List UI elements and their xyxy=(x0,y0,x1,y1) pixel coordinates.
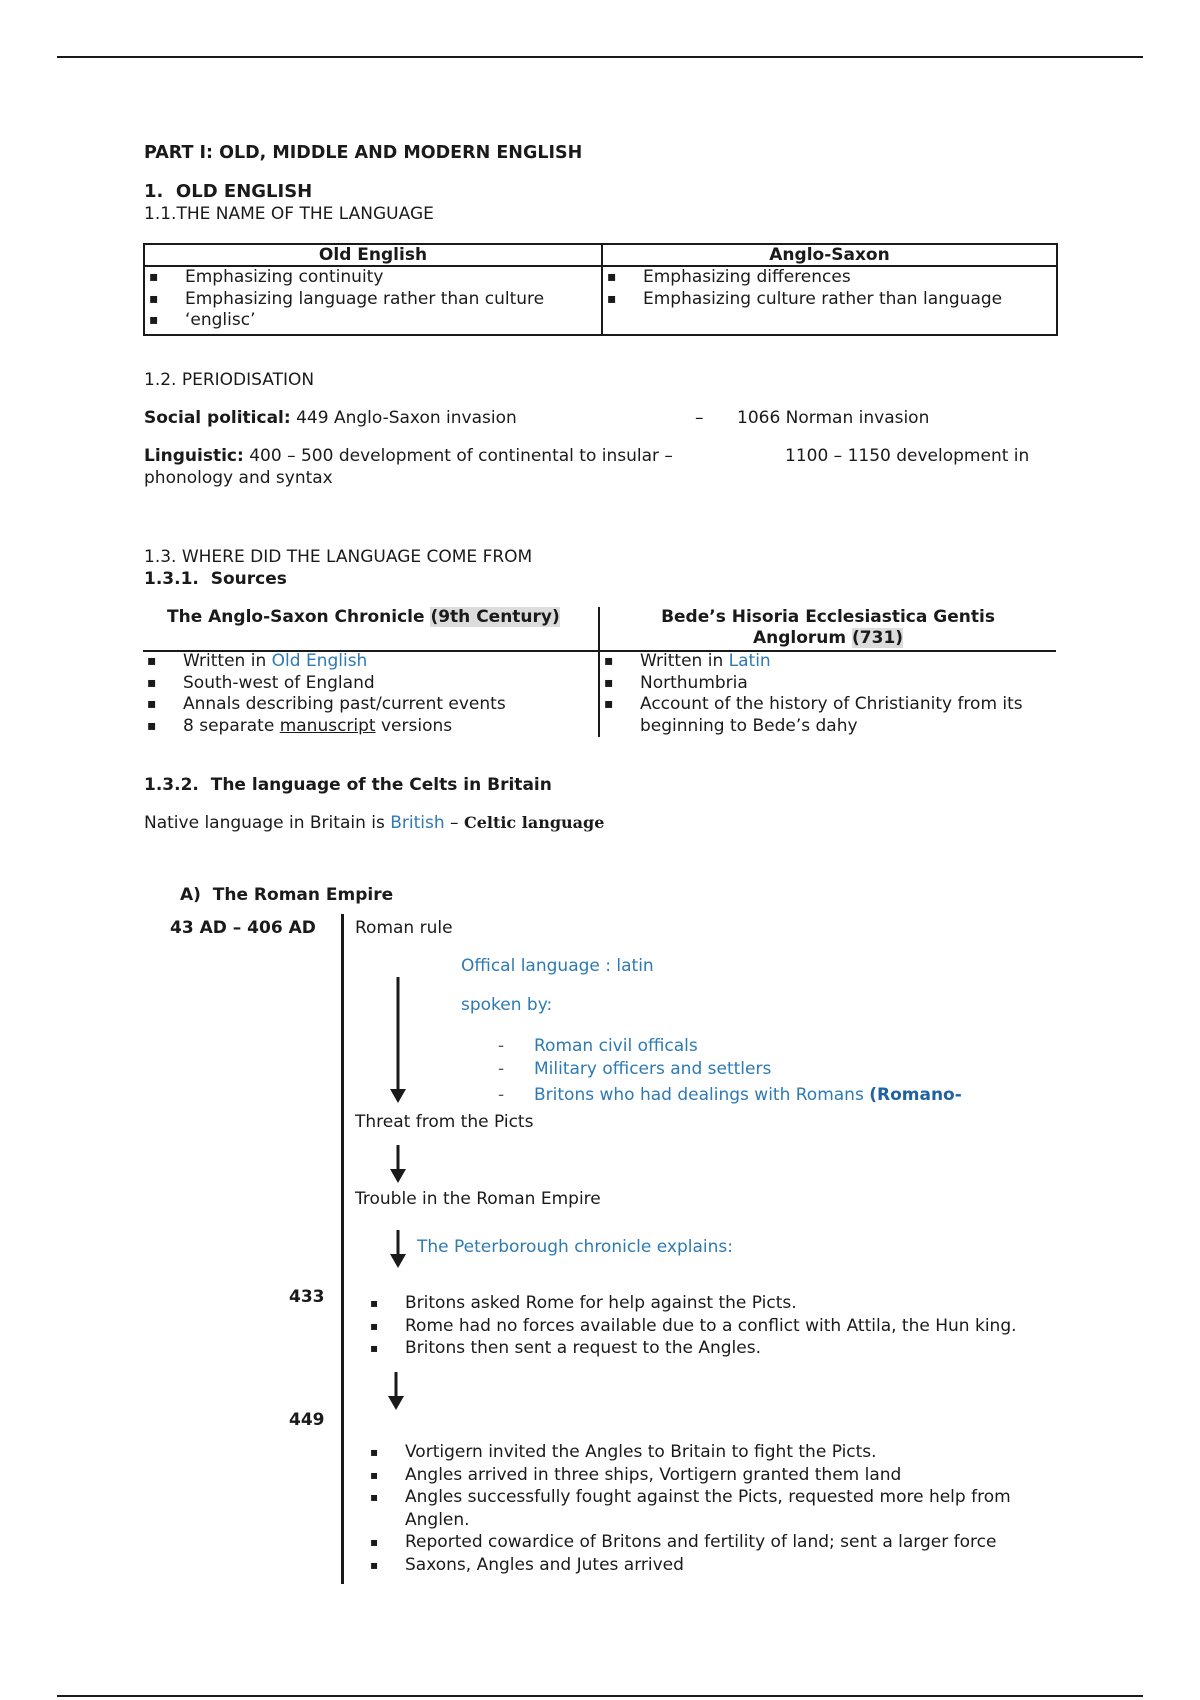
chronicle-header xyxy=(167,607,560,627)
item-bold: (Romano- xyxy=(869,1085,962,1105)
list-item: - Roman civil officals xyxy=(498,1035,962,1058)
col-anglo-saxon: Anglo-Saxon xyxy=(602,244,1057,266)
peterborough-chronicle: The Peterborough chronicle explains: xyxy=(417,1237,733,1257)
roman-empire-heading xyxy=(180,885,393,905)
list-item: ▪ Angles successfully fought against the Picts, requested more help from Anglen. xyxy=(370,1486,1070,1531)
section-1-2-heading: 1.2. PERIODISATION xyxy=(144,370,315,390)
heading-text: The Roman Empire xyxy=(212,885,394,905)
chronicle-items xyxy=(143,651,588,737)
list-449 xyxy=(370,1441,1070,1576)
spoken-by-list xyxy=(498,1035,962,1107)
roman-rule-text: Roman rule xyxy=(355,918,453,938)
item-highlight: Old English xyxy=(271,651,368,671)
linguistic-line-2: phonology and syntax xyxy=(144,468,333,488)
section-1-3-2-heading xyxy=(144,775,552,795)
social-label: Social political: xyxy=(144,408,291,428)
social-right: 1066 Norman invasion xyxy=(737,408,930,428)
linguistic-line xyxy=(144,446,673,466)
list-item: ▪ Emphasizing continuity xyxy=(145,267,597,289)
section-1-heading xyxy=(144,181,312,202)
native-language-line xyxy=(144,813,604,833)
section-title: Sources xyxy=(210,569,287,589)
header-text: Anglorum xyxy=(752,628,847,648)
list-item: ▪ Emphasizing language rather than culture xyxy=(145,289,597,311)
item-highlight: Latin xyxy=(728,651,771,671)
list-item: ▪ Emphasizing differences xyxy=(603,267,1052,289)
section-1-3-heading: 1.3. WHERE DID THE LANGUAGE COME FROM xyxy=(144,547,533,567)
list-item xyxy=(498,1084,962,1107)
item-text: Written in xyxy=(640,651,729,671)
section-number: 1.3.1. xyxy=(144,569,199,589)
section-title: OLD ENGLISH xyxy=(175,181,313,202)
date-449: 449 xyxy=(289,1410,325,1430)
linguistic-text: 400 – 500 development of continental to insular – xyxy=(249,446,673,466)
item-text: 8 separate xyxy=(183,715,280,736)
section-number: 1.3.2. xyxy=(144,775,199,795)
section-1-3-1-heading xyxy=(144,569,287,589)
footer-rule xyxy=(57,1695,1143,1697)
down-arrow-icon xyxy=(385,1228,411,1270)
linguistic-label: Linguistic: xyxy=(144,446,244,466)
down-arrow-icon xyxy=(383,1370,409,1412)
list-item: ▪ ‘englisc’ xyxy=(145,310,597,332)
sources-table xyxy=(143,601,1056,737)
linguistic-right: 1100 – 1150 development in xyxy=(785,446,1030,466)
list-item: ▪ South-west of England xyxy=(143,673,588,695)
list-item: ▪ Rome had no forces available due to a conflict with Attila, the Hun king. xyxy=(370,1315,1070,1338)
list-item: ▪ Angles arrived in three ships, Vortigern granted them land xyxy=(370,1464,1070,1487)
old-english-cell xyxy=(144,266,602,335)
down-arrow-icon xyxy=(385,1143,411,1185)
social-dash: – xyxy=(695,408,704,428)
highlight-text: British xyxy=(390,813,445,833)
header-line xyxy=(600,628,1056,649)
header-highlight: (9th Century) xyxy=(430,607,560,627)
heading-letter: A) xyxy=(180,885,201,905)
text: Native language in Britain is xyxy=(144,813,391,833)
list-item: ▪ Britons asked Rome for help against the Picts. xyxy=(370,1292,1070,1315)
list-item: ▪ Account of the history of Christianity from its beginning to Bede’s dahy xyxy=(600,694,1050,737)
bold-text: Celtic language xyxy=(463,813,605,832)
down-arrow-icon xyxy=(385,975,411,1107)
item-text: Britons who had dealings with Romans xyxy=(534,1085,864,1105)
header-highlight: (731) xyxy=(852,628,904,648)
list-item: ▪ Emphasizing culture rather than language xyxy=(603,289,1052,311)
list-item: ▪ Saxons, Angles and Jutes arrived xyxy=(370,1554,1070,1577)
date-43-406: 43 AD – 406 AD xyxy=(170,918,316,938)
list-item: ▪ Annals describing past/current events xyxy=(143,694,588,716)
anglo-saxon-cell xyxy=(602,266,1057,335)
header-text: The Anglo-Saxon Chronicle xyxy=(167,607,425,627)
threat-picts: Threat from the Picts xyxy=(355,1112,534,1132)
item-underlined: manuscript xyxy=(279,715,376,736)
list-item: - Military officers and settlers xyxy=(498,1058,962,1081)
list-item: ▪ Britons then sent a request to the Angles. xyxy=(370,1337,1070,1360)
dash: – xyxy=(444,813,464,833)
item-text: versions xyxy=(375,715,453,736)
list-item xyxy=(143,651,588,673)
section-1-1-heading: 1.1.THE NAME OF THE LANGUAGE xyxy=(144,204,434,224)
col-old-english: Old English xyxy=(144,244,602,266)
social-text: 449 Anglo-Saxon invasion xyxy=(296,408,517,428)
item-text: Written in xyxy=(183,651,272,671)
timeline-line xyxy=(341,914,344,1584)
spoken-by: spoken by: xyxy=(461,995,553,1015)
date-433: 433 xyxy=(289,1287,325,1307)
list-item: ▪ Northumbria xyxy=(600,673,1050,695)
section-title: The language of the Celts in Britain xyxy=(210,775,552,795)
bede-items xyxy=(600,651,1050,737)
bede-header xyxy=(600,607,1056,649)
name-table xyxy=(143,243,1058,336)
list-item xyxy=(143,716,588,738)
list-433 xyxy=(370,1292,1070,1360)
header-rule xyxy=(57,56,1143,58)
trouble-roman-empire: Trouble in the Roman Empire xyxy=(355,1189,601,1209)
part-title: PART I: OLD, MIDDLE AND MODERN ENGLISH xyxy=(144,143,583,163)
header-line: Bede’s Hisoria Ecclesiastica Gentis xyxy=(661,607,995,627)
section-number: 1. xyxy=(144,181,164,202)
list-item: ▪ Reported cowardice of Britons and fertility of land; sent a larger force xyxy=(370,1531,1070,1554)
official-language: Offical language : latin xyxy=(461,956,654,976)
list-item: ▪ Vortigern invited the Angles to Britain to fight the Picts. xyxy=(370,1441,1070,1464)
list-item xyxy=(600,651,1050,673)
social-political-line xyxy=(144,408,517,428)
